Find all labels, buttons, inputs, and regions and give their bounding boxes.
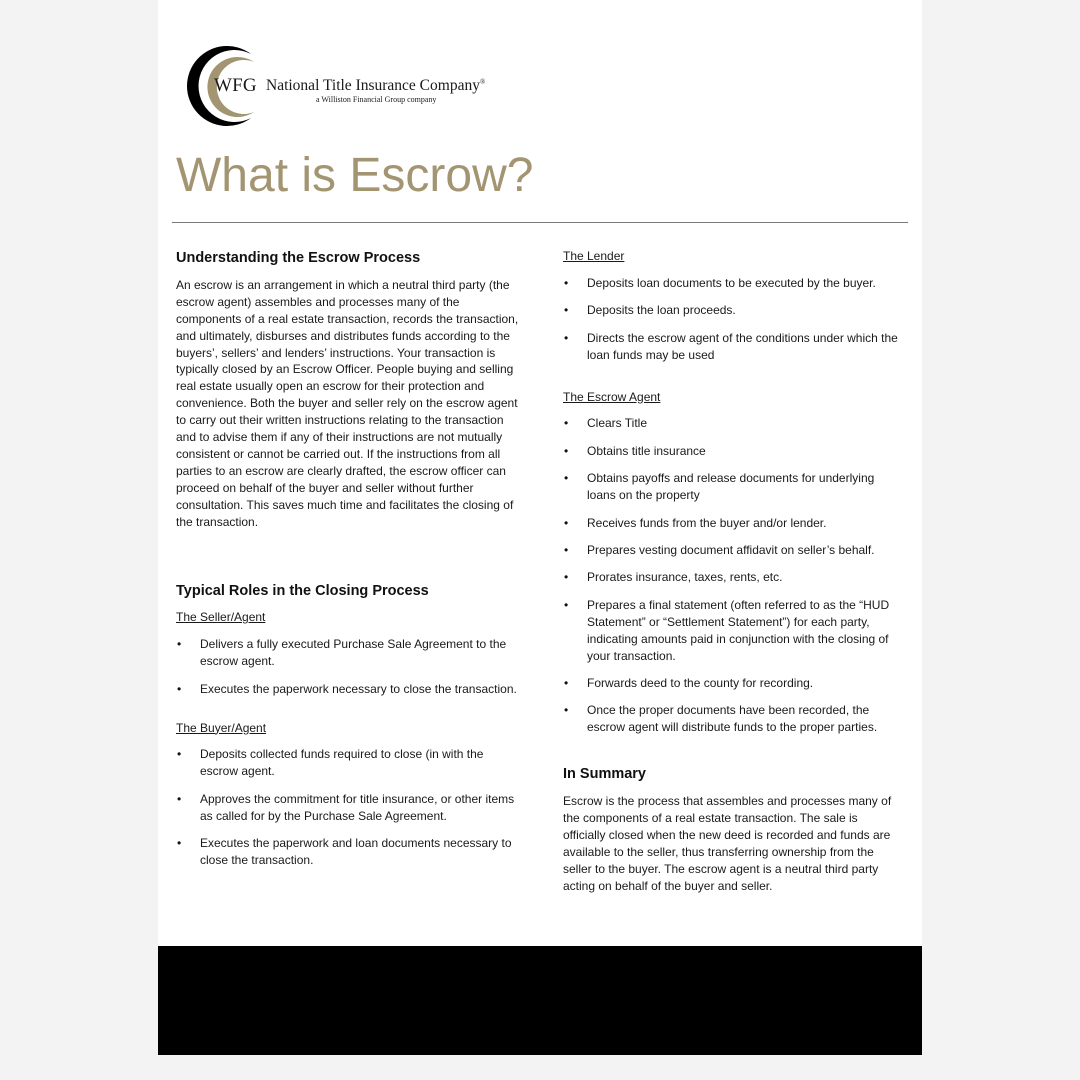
summary-body: Escrow is the process that assembles and processes many of the components of a real estate transaction. The sale is officially closed when the new deed is recorded and funds are available to the seller, thus transferring ownership from the seller to the buyer. The escrow agent is a neutral third party acting on behalf of the buyer and seller. — [563, 794, 892, 893]
understanding-body: An escrow is an arrangement in which a neutral third party (the escrow agent) assembles and processes many of the components of a real estate transaction, records the transaction, and ultimately, disburses and distributes funds according to the buyers’, sellers’ and lenders’ instructions. Your transaction is typically closed by an Escrow Officer. People buying and selling real estate usually open an escrow for their protection and convenience. Both the buyer and seller rely on the escrow agent to carry out their written instructions relating to the transaction and to advise them if any of their instructions are not mutually consistent or cannot be carried out. If the instructions from all parties to an escrow are clearly drafted, the escrow officer can proceed on behalf of the buyer and seller without further consultation. This saves much time and facilitates the closing of the transaction. — [176, 277, 519, 529]
bullet-icon: • — [564, 703, 569, 718]
bullet-icon: • — [177, 791, 182, 806]
list-item: • Receives funds from the buyer and/or lender. — [564, 515, 827, 530]
bullet-icon: • — [564, 443, 569, 458]
list-item: • Executes the paperwork and loan documents necessary to close the transaction. — [177, 836, 512, 867]
list-item: • Prepares vesting document affidavit on seller’s behalf. — [564, 542, 875, 557]
bullet-icon: • — [177, 681, 182, 696]
list-item: • Clears Title — [564, 416, 648, 431]
page-title: What is Escrow? — [176, 149, 534, 202]
escrow-agent-label: The Escrow Agent — [563, 389, 661, 404]
company-logo — [176, 46, 516, 128]
list-item: • Deposits collected funds required to close (in with the escrow agent. — [177, 747, 484, 779]
bullet-icon: • — [564, 597, 569, 612]
list-item: • Executes the paperwork necessary to close the transaction. — [177, 681, 517, 696]
list-item: • Prepares a final statement (often referred to as the “HUD Statement” or “Settlement Statement”) for each party, indicating amounts paid in conjunction with the closing of your transaction. — [564, 597, 890, 663]
seller-agent-list — [176, 636, 521, 697]
list-item: • Obtains payoffs and release documents for underlying loans on the property — [564, 471, 875, 503]
bullet-icon: • — [564, 675, 569, 690]
right-column — [563, 248, 903, 894]
seller-agent-label: The Seller/Agent — [176, 610, 266, 625]
buyer-agent-label: The Buyer/Agent — [176, 720, 267, 735]
bullet-icon: • — [177, 747, 182, 762]
list-item: • Directs the escrow agent of the conditions under which the loan funds may be used — [564, 330, 898, 362]
summary-heading: In Summary — [563, 766, 646, 783]
bullet-icon: • — [564, 416, 569, 431]
buyer-agent-list — [176, 746, 521, 868]
document-page — [158, 0, 922, 1055]
bullet-icon: • — [564, 542, 569, 557]
list-item: • Approves the commitment for title insurance, or other items as called for by the Purchase Sale Agreement. — [177, 791, 515, 823]
bullet-icon: • — [564, 471, 569, 486]
escrow-agent-list — [563, 415, 903, 736]
logo-tagline: a Williston Financial Group company — [316, 95, 437, 104]
list-item: • Obtains title insurance — [564, 443, 706, 458]
list-item: • Prorates insurance, taxes, rents, etc. — [564, 570, 783, 585]
title-divider — [172, 222, 908, 223]
list-item: • Forwards deed to the county for recording. — [564, 675, 814, 690]
list-item: • Deposits loan documents to be executed by the buyer. — [564, 275, 876, 290]
logo-initials: WFG — [214, 75, 257, 96]
list-item: • Delivers a fully executed Purchase Sale Agreement to the escrow agent. — [177, 637, 507, 669]
lender-list — [563, 275, 903, 364]
bullet-icon: • — [177, 836, 182, 851]
bullet-icon: • — [564, 303, 569, 318]
list-item: • Once the proper documents have been recorded, the escrow agent will distribute funds to the proper parties. — [564, 703, 878, 735]
left-column — [176, 250, 521, 879]
understanding-heading: Understanding the Escrow Process — [176, 250, 421, 266]
bullet-icon: • — [564, 275, 569, 290]
bullet-icon: • — [564, 330, 569, 345]
footer-band — [158, 946, 922, 1055]
lender-label: The Lender — [563, 249, 625, 263]
bullet-icon: • — [177, 637, 182, 652]
logo-company-name: National Title Insurance Company® — [266, 77, 486, 94]
roles-heading: Typical Roles in the Closing Process — [176, 582, 429, 599]
bullet-icon: • — [564, 570, 569, 585]
bullet-icon: • — [564, 515, 569, 530]
list-item: • Deposits the loan proceeds. — [564, 303, 736, 318]
